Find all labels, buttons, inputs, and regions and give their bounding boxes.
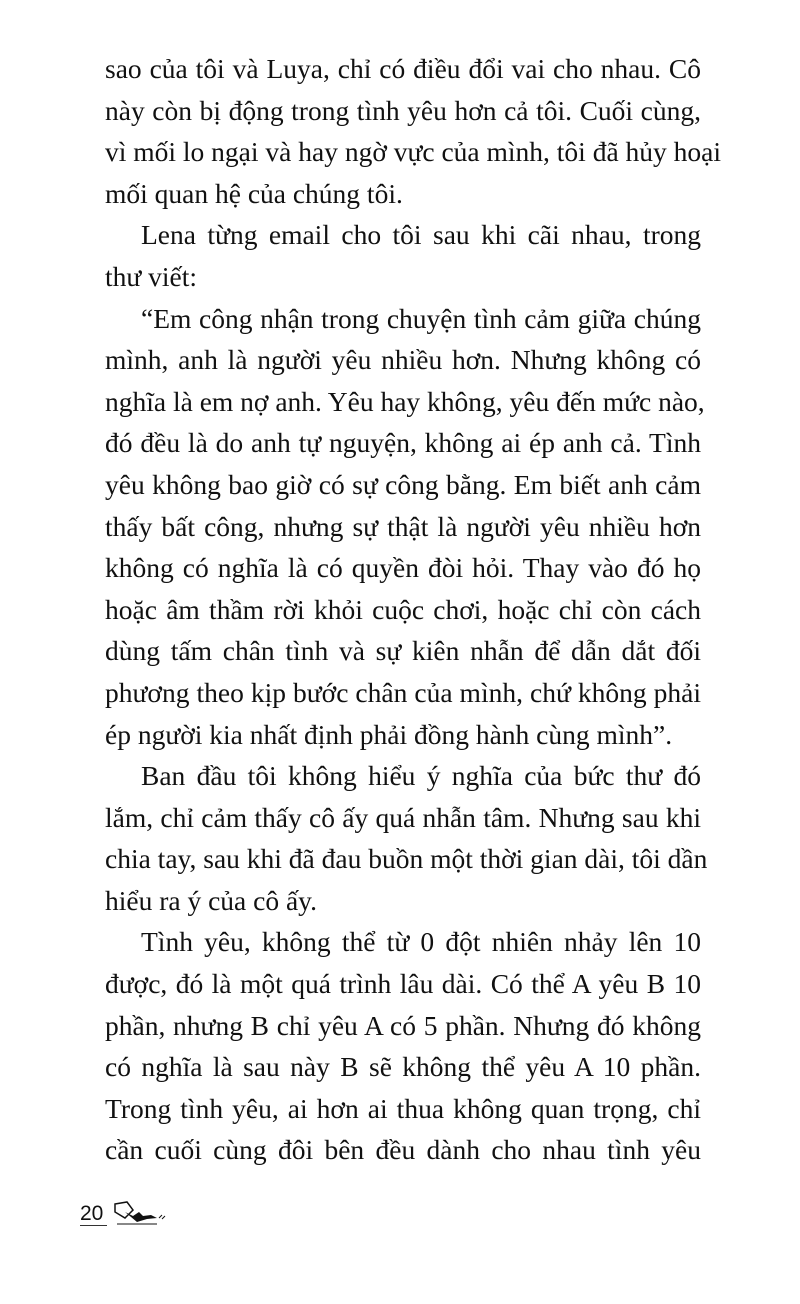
text-line: “Em công nhận trong chuyện tình cảm giữa chúng xyxy=(141,302,701,334)
text-line: cần cuối cùng đôi bên đều dành cho nhau tình yêu xyxy=(105,1134,701,1166)
text-line: thư viết: xyxy=(105,260,198,292)
text-line: thấy bất công, nhưng sự thật là người yêu nhiều hơn xyxy=(105,510,701,542)
text-line: Tình yêu, không thể từ 0 đột nhiên nhảy lên 10 xyxy=(141,926,701,958)
text-line: mình, anh là người yêu nhiều hơn. Nhưng không có xyxy=(105,344,701,376)
text-line: đó đều là do anh tự nguyện, không ai ép anh cả. Tình xyxy=(105,427,701,459)
text-line: yêu không bao giờ có sự công bằng. Em biết anh cảm xyxy=(105,468,701,500)
text-line: không có nghĩa là có quyền đòi hỏi. Thay vào đó họ xyxy=(105,552,701,584)
text-line: Ban đầu tôi không hiểu ý nghĩa của bức thư đó xyxy=(141,760,701,792)
text-line: lắm, chỉ cảm thấy cô ấy quá nhẫn tâm. Nhưng sau khi xyxy=(105,801,701,833)
text-line: được, đó là một quá trình lâu dài. Có thể A yêu B 10 xyxy=(105,968,701,1000)
page-footer xyxy=(80,1200,171,1226)
text-line: hoặc âm thầm rời khỏi cuộc chơi, hoặc chỉ còn cách xyxy=(105,593,701,625)
text-line: Trong tình yêu, ai hơn ai thua không quan trọng, chỉ xyxy=(105,1092,701,1124)
text-line: hiểu ra ý của cô ấy. xyxy=(105,884,317,916)
text-line: có nghĩa là sau này B sẽ không thể yêu A 10 phần. xyxy=(105,1051,701,1083)
text-line: ép người kia nhất định phải đồng hành cùng mình”. xyxy=(105,718,673,750)
text-line: phần, nhưng B chỉ yêu A có 5 phần. Nhưng đó không xyxy=(105,1009,701,1041)
text-line: nghĩa là em nợ anh. Yêu hay không, yêu đến mức nào, xyxy=(105,385,705,417)
text-line: mối quan hệ của chúng tôi. xyxy=(105,177,403,209)
text-line: sao của tôi và Luya, chỉ có điều đổi vai cho nhau. Cô xyxy=(105,53,701,84)
text-line: chia tay, sau khi đã đau buồn một thời gian dài, tôi dần xyxy=(105,843,708,875)
page-body-text xyxy=(105,48,721,1171)
decorative-doodle-icon xyxy=(107,1200,171,1226)
text-line: phương theo kịp bước chân của mình, chứ không phải xyxy=(105,676,701,708)
text-line: vì mối lo ngại và hay ngờ vực của mình, tôi đã hủy hoại xyxy=(105,136,721,168)
text-line: dùng tấm chân tình và sự kiên nhẫn để dẫn dắt đối xyxy=(105,635,701,667)
page-number: 20 xyxy=(80,1203,107,1226)
text-line: Lena từng email cho tôi sau khi cãi nhau, trong xyxy=(141,219,701,251)
text-line: này còn bị động trong tình yêu hơn cả tôi. Cuối cùng, xyxy=(105,94,701,126)
